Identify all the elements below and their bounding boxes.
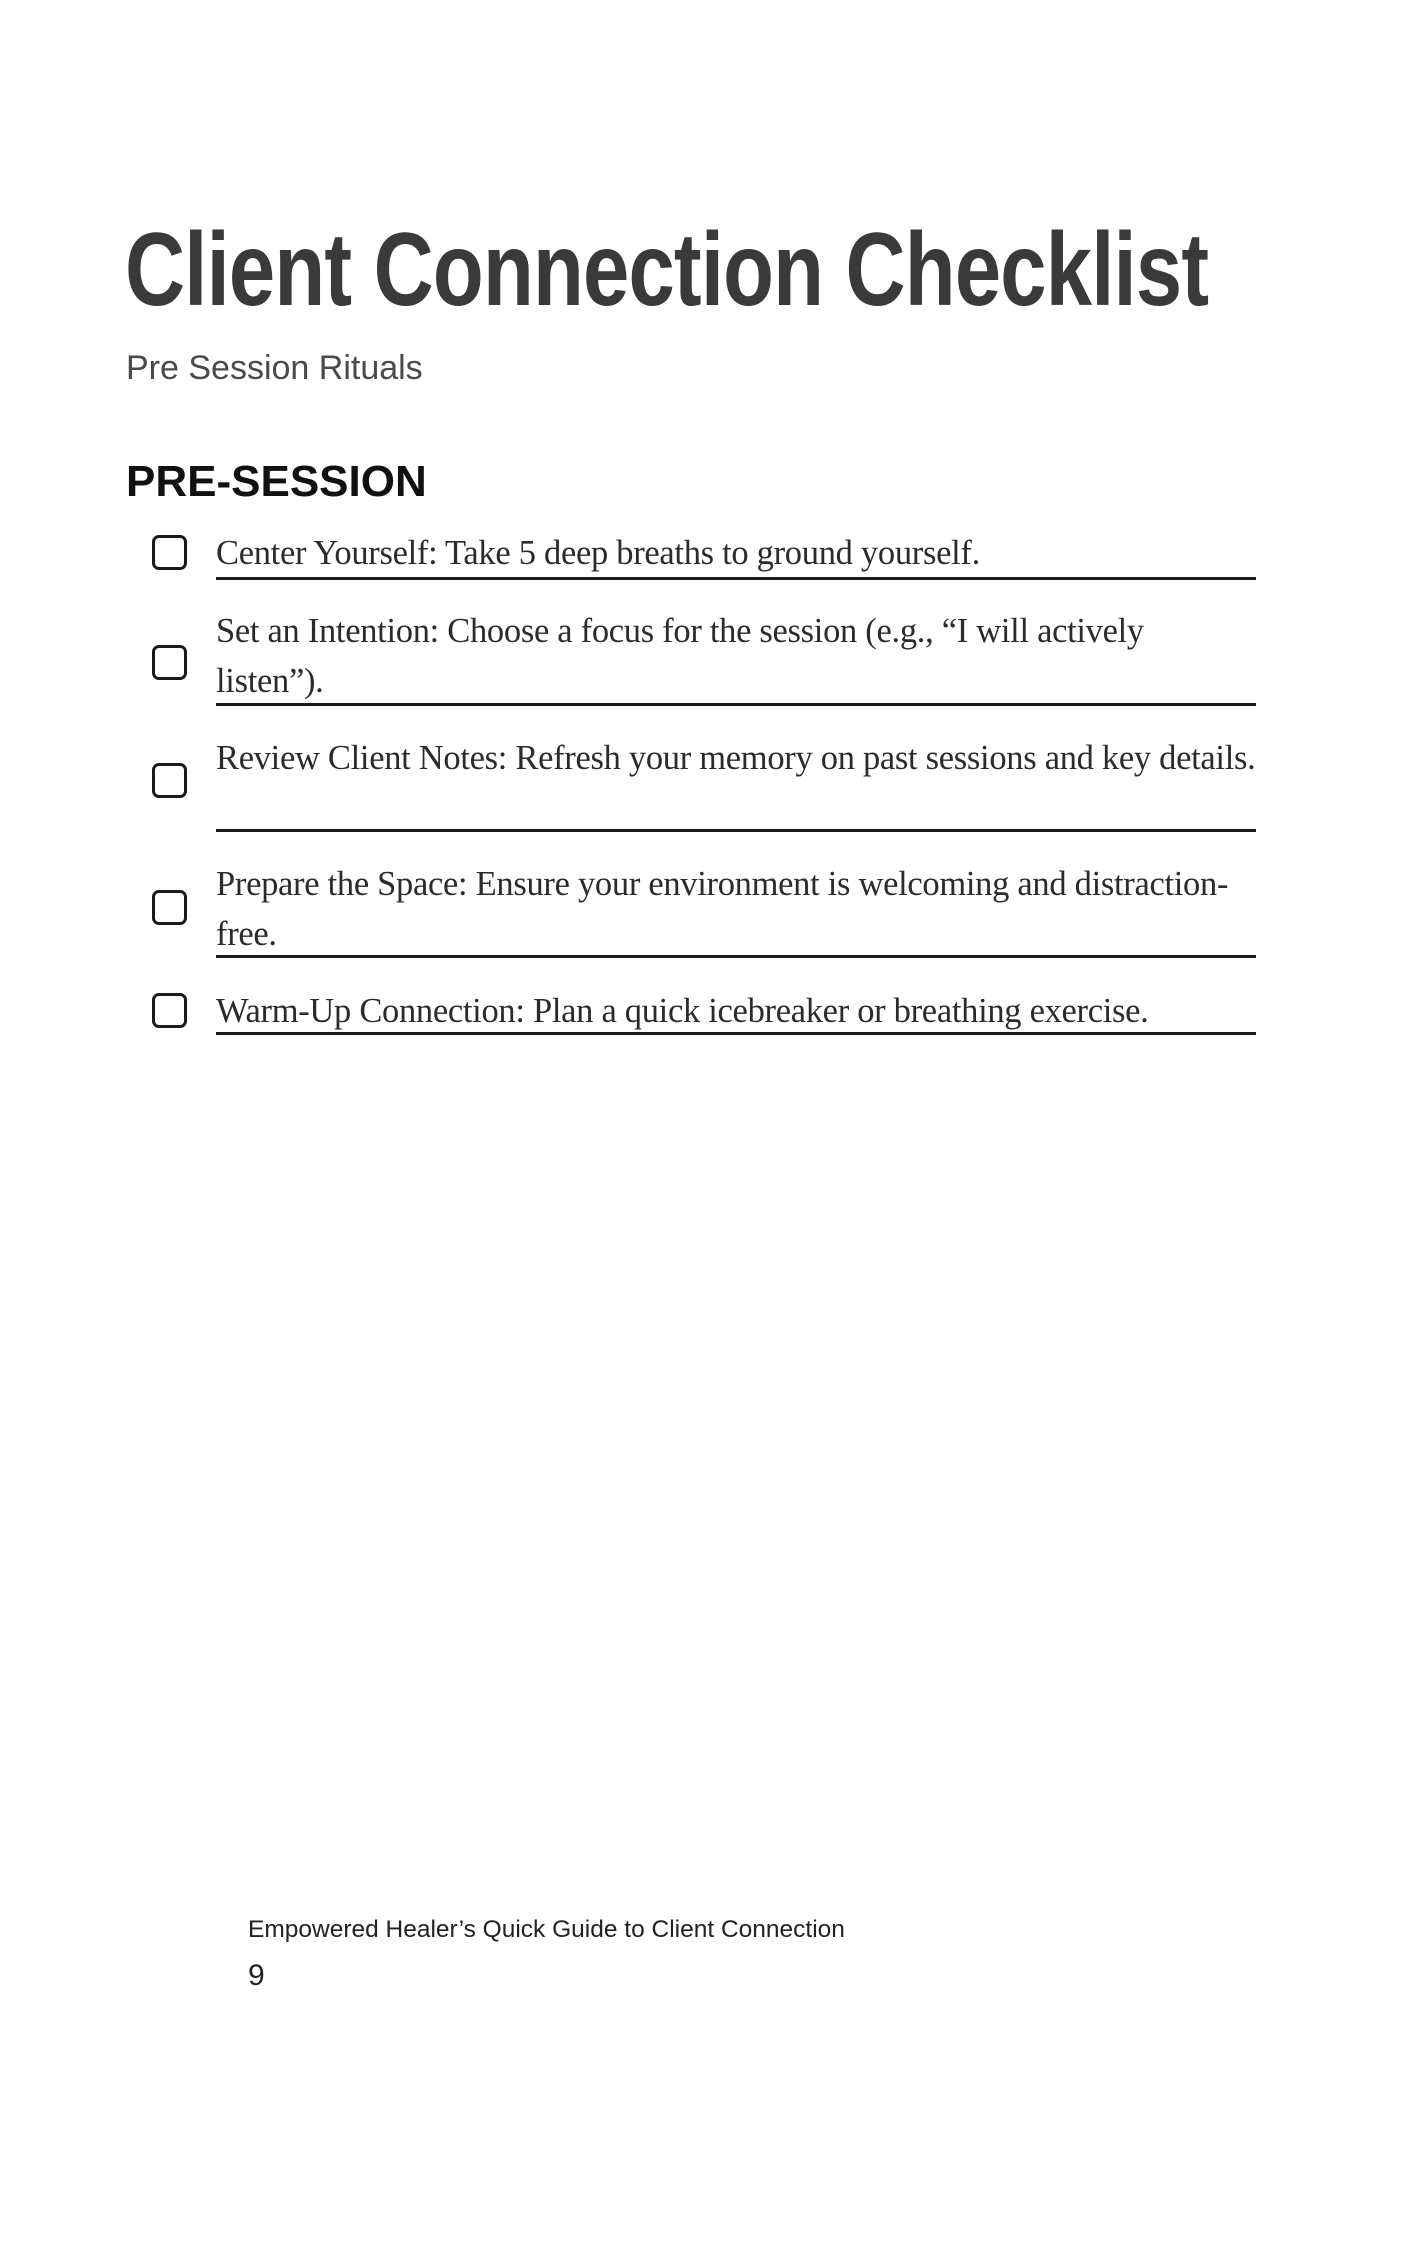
item-underline bbox=[216, 829, 1256, 832]
checkbox[interactable] bbox=[152, 763, 187, 798]
checkbox[interactable] bbox=[152, 645, 187, 680]
checklist bbox=[0, 0, 1410, 1100]
item-underline bbox=[216, 1032, 1256, 1035]
item-underline bbox=[216, 703, 1256, 706]
checklist-item-label: Warm-Up Connection: Plan a quick icebreaker or breathing exercise. bbox=[216, 992, 1149, 1030]
section-heading: PRE-SESSION bbox=[126, 457, 427, 506]
page-number: 9 bbox=[248, 1959, 265, 1992]
checkbox[interactable] bbox=[152, 890, 187, 925]
footer-book-title: Empowered Healer’s Quick Guide to Client Connection bbox=[248, 1916, 845, 1943]
checklist-item-label: Set an Intention: Choose a focus for the session (e.g., “I will actively listen”). bbox=[216, 612, 1144, 700]
item-underline bbox=[216, 577, 1256, 580]
checklist-item-label: Center Yourself: Take 5 deep breaths to ground yourself. bbox=[216, 534, 980, 572]
checklist-item-label: Review Client Notes: Refresh your memory on past sessions and key details. bbox=[216, 739, 1256, 777]
checklist-item-label: Prepare the Space: Ensure your environment is welcoming and distraction-free. bbox=[216, 865, 1229, 953]
item-underline bbox=[216, 955, 1256, 958]
checkbox[interactable] bbox=[152, 535, 187, 570]
page-subtitle: Pre Session Rituals bbox=[126, 349, 423, 387]
checkbox[interactable] bbox=[152, 993, 187, 1028]
page-title: Client Connection Checklist bbox=[125, 212, 1209, 328]
